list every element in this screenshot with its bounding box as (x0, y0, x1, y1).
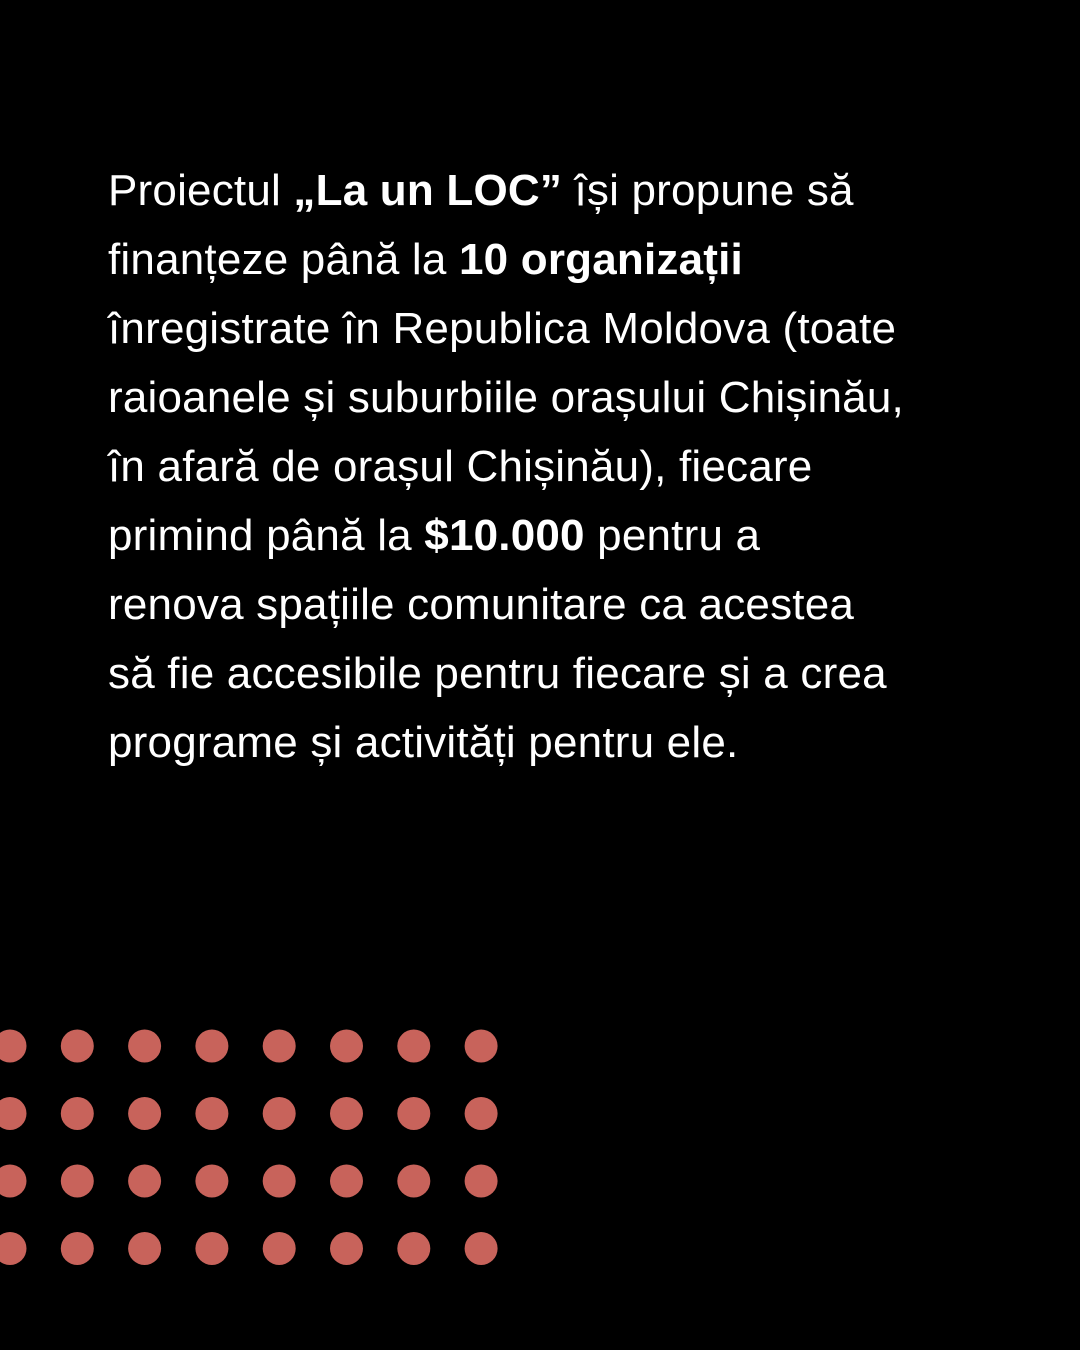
decorative-dot (195, 1097, 228, 1130)
project-name: „La un LOC” (293, 166, 563, 215)
text-run: programe și activități pentru ele. (108, 718, 739, 767)
text-run: finanțeze până la (108, 235, 459, 284)
decorative-dot (128, 1030, 161, 1063)
decorative-dot (397, 1165, 430, 1198)
decorative-dot (61, 1097, 94, 1130)
decorative-dot (465, 1097, 498, 1130)
decorative-dot (397, 1232, 430, 1265)
text-run: primind până la (108, 511, 425, 560)
decorative-dot (61, 1232, 94, 1265)
paragraph-line-2 (108, 225, 988, 294)
text-run: în afară de orașul Chișinău), fiecare (108, 442, 813, 491)
paragraph-line-8 (108, 639, 988, 708)
paragraph-line-7 (108, 570, 988, 639)
decorative-dot (0, 1232, 27, 1265)
decorative-dot (195, 1232, 228, 1265)
decorative-dot (61, 1165, 94, 1198)
decorative-dot (465, 1030, 498, 1063)
text-run: raioanele și suburbiile orașului Chișinău, (108, 373, 904, 422)
decorative-dot (330, 1097, 363, 1130)
paragraph-line-6 (108, 501, 988, 570)
text-run: înregistrate în Republica Moldova (toate (108, 304, 897, 353)
paragraph-line-9 (108, 708, 988, 777)
decorative-dot (0, 1165, 27, 1198)
decorative-dot (128, 1165, 161, 1198)
decorative-dot (330, 1232, 363, 1265)
decorative-dot (0, 1030, 27, 1063)
decorative-dot (397, 1097, 430, 1130)
decorative-dot (263, 1165, 296, 1198)
grant-amount: $10.000 (424, 511, 585, 560)
decorative-dot (0, 1097, 27, 1130)
decorative-dot (330, 1030, 363, 1063)
decorative-dot (465, 1165, 498, 1198)
decorative-dot (128, 1097, 161, 1130)
organizations-count: 10 organizații (458, 235, 743, 284)
decorative-dot (397, 1030, 430, 1063)
decorative-dot (330, 1165, 363, 1198)
body-paragraph (108, 156, 988, 777)
decorative-dot (263, 1232, 296, 1265)
text-run: pentru a (584, 511, 761, 560)
paragraph-line-1 (108, 156, 988, 225)
decorative-dot (195, 1165, 228, 1198)
decorative-dot (195, 1030, 228, 1063)
text-run: își propune să (562, 166, 854, 215)
text-run: să fie accesibile pentru fiecare și a crea (108, 649, 887, 698)
decorative-dot (128, 1232, 161, 1265)
text-run: renova spațiile comunitare ca acestea (108, 580, 855, 629)
paragraph-line-4 (108, 363, 988, 432)
text-run: Proiectul (108, 166, 294, 215)
paragraph-line-3 (108, 294, 988, 363)
decorative-dot (263, 1030, 296, 1063)
paragraph-line-5 (108, 432, 988, 501)
decorative-dot (263, 1097, 296, 1130)
decorative-dot (465, 1232, 498, 1265)
decorative-dot (61, 1030, 94, 1063)
